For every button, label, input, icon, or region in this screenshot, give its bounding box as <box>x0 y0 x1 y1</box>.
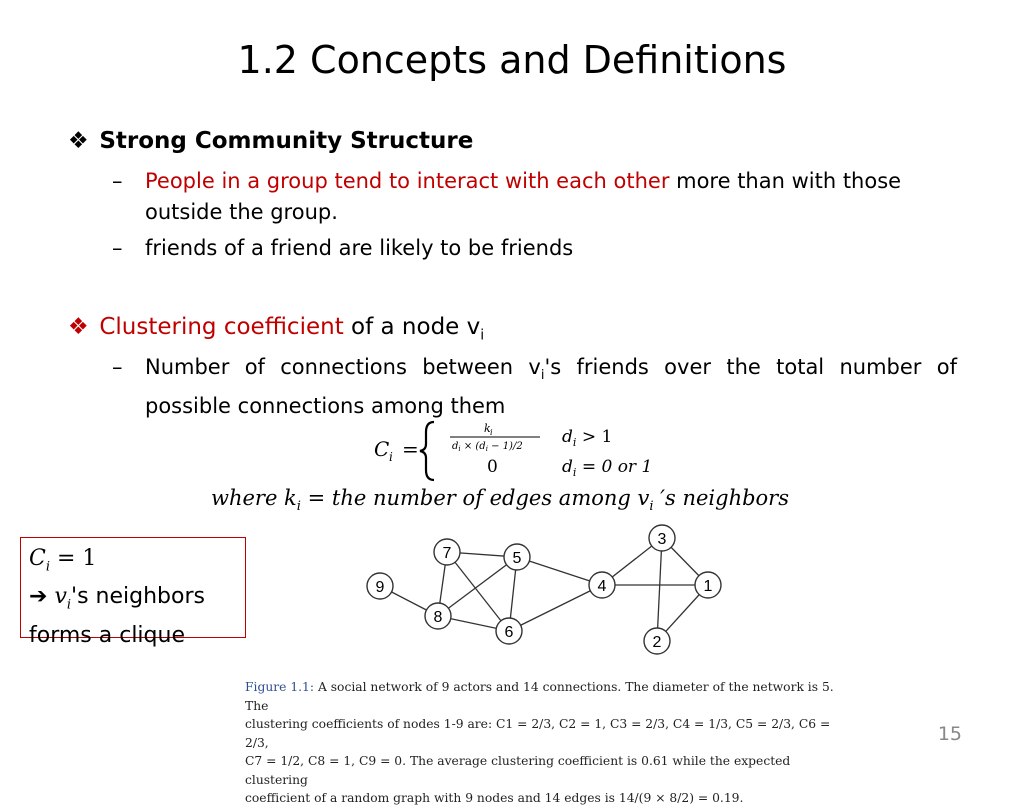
subpoint-friends <box>112 233 962 264</box>
formula-case1-num: k <box>484 422 491 435</box>
right-arrow-icon: ➔ <box>29 584 48 610</box>
graph-node-5 <box>504 544 530 570</box>
diamond-bullet-icon: ❖ <box>68 314 89 340</box>
caption-line3: C7 = 1/2, C8 = 1, C9 = 0. The average clustering coefficient is 0.61 while the expected clustering <box>245 754 791 787</box>
graph-node-4 <box>589 572 615 598</box>
graph-node-2 <box>644 628 670 654</box>
graph-node-9 <box>367 573 393 599</box>
where-pre: where k <box>210 486 297 510</box>
formula-case1-den: $d_i \times (d_i - 1)/2$ <box>452 441 523 453</box>
formula-case2-cond: $d_i = 0$ or 1 <box>562 457 653 479</box>
social-network-graph <box>360 522 740 662</box>
subpoint-pre: Number of connections between v <box>145 355 541 379</box>
graph-edge-6-4 <box>509 585 602 631</box>
callout-line1: $C_i = 1$ <box>29 546 97 575</box>
caption-line1: A social network of 9 actors and 14 connections. The diameter of the network is 5. The <box>245 680 834 713</box>
bullet-strong-community <box>68 128 473 154</box>
graph-node-label: 5 <box>512 550 522 567</box>
graph-node-label: 4 <box>597 578 607 595</box>
subpoint-interact <box>112 166 962 228</box>
dash-marker: – <box>112 236 123 260</box>
graph-node-label: 1 <box>703 578 713 595</box>
formula-case1-cond: $d_i > 1$ <box>562 427 613 449</box>
where-definition <box>0 486 1000 514</box>
formula-eq: = <box>402 437 419 461</box>
figure-caption <box>245 678 845 808</box>
graph-node-6 <box>496 618 522 644</box>
caption-line4: coefficient of a random graph with 9 nodes and 14 edges is 14/(9 × 8/2) = 0.19. <box>245 791 744 805</box>
subpoint-connections <box>112 352 957 422</box>
caption-label: Figure 1.1: <box>245 680 315 694</box>
formula-lhs-sub: i <box>389 450 393 464</box>
where-sub: i <box>296 499 301 515</box>
formula-case2-val: 0 <box>487 457 498 477</box>
subpoint-red-text: People in a group tend to interact with each other <box>145 169 670 193</box>
callout-line2: ➔ $v_i's$ neighbors <box>29 584 205 613</box>
bullet-red-text: Clustering coefficient <box>99 314 344 340</box>
diamond-bullet-icon: ❖ <box>68 128 89 154</box>
clustering-formula <box>372 418 672 482</box>
graph-node-label: 7 <box>442 545 452 562</box>
where-sub2: i <box>649 499 654 515</box>
bullet-rest-text: of a node v <box>343 314 481 340</box>
graph-edge-3-2 <box>657 538 662 641</box>
dash-marker: – <box>112 169 123 193</box>
graph-node-label: 8 <box>433 609 443 626</box>
formula-case1-num-sub: i <box>490 428 493 437</box>
subpoint-post: 's friends over the total number of possible connections among them <box>145 355 958 419</box>
where-mid: = the number of edges among v <box>300 486 650 510</box>
graph-node-label: 9 <box>375 579 385 596</box>
caption-line2: clustering coefficients of nodes 1-9 are: C1 = 2/3, C2 = 1, C3 = 2/3, C4 = 1/3, C5 = 2/3, C6 = 2/3, <box>245 717 831 750</box>
clique-callout-box <box>20 537 246 648</box>
subpoint-text: friends of a friend are likely to be friends <box>145 236 574 260</box>
formula-lhs: C <box>374 437 390 461</box>
graph-node-8 <box>425 603 451 629</box>
dash-marker: – <box>112 355 123 379</box>
page-title: 1.2 Concepts and Definitions <box>237 38 787 82</box>
page-number: 15 <box>937 723 962 745</box>
bullet-clustering <box>68 314 484 344</box>
graph-node-label: 3 <box>657 531 667 548</box>
graph-node-7 <box>434 539 460 565</box>
subpoint-subscript: i <box>540 368 545 384</box>
graph-node-label: 2 <box>652 634 662 651</box>
graph-node-3 <box>649 525 675 551</box>
graph-node-1 <box>695 572 721 598</box>
bullet-subscript: i <box>480 327 485 344</box>
graph-edge-7-6 <box>447 552 509 631</box>
callout-line3: forms a clique <box>29 622 185 648</box>
formula-brace <box>420 422 434 480</box>
graph-node-label: 6 <box>504 624 514 641</box>
graph-edge-5-8 <box>438 557 517 616</box>
bullet-heading: Strong Community Structure <box>99 128 474 154</box>
subpoint-rest-text: more than with those outside the group. <box>145 169 902 224</box>
where-post: ′s neighbors <box>653 486 789 510</box>
